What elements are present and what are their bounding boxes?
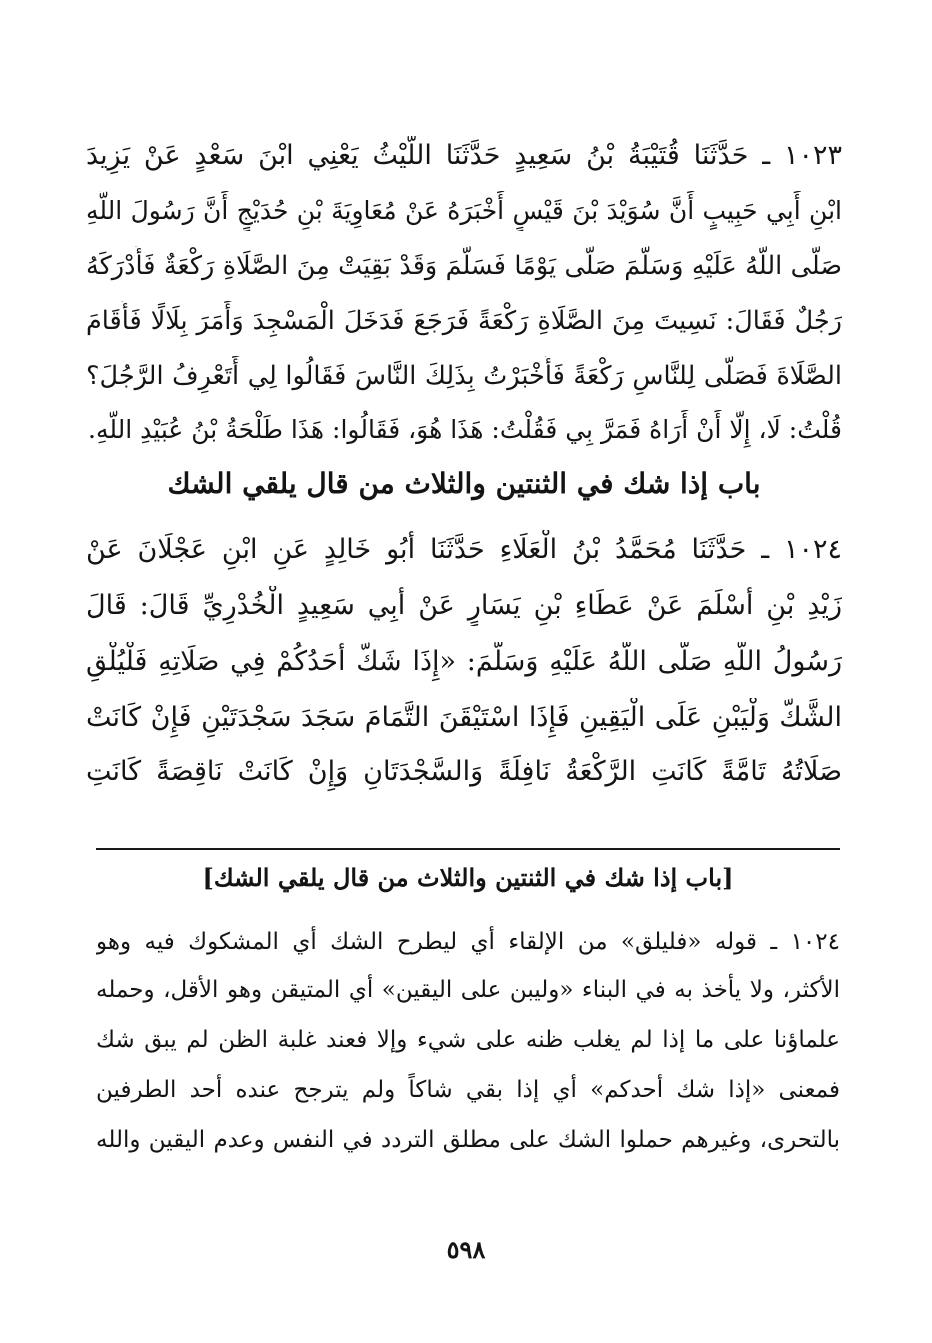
footnote-line-3: علماؤنا على ما إذا لم يغلب ظنه على شيء وإلا فعند غلبة الظن لم يبق شك [96,1027,840,1053]
hadith-1023-line-1: ١٠٢٣ ـ حَدَّثَنَا قُتَيْبَةُ بْنُ سَعِيدٍ حَدَّثَنَا اللَّيْثُ يَعْنِي ابْنَ سَعْدٍ عَنْ يَزِيدَ [86,140,842,171]
hadith-1023-line-3: صَلَّى اللَّهُ عَلَيْهِ وَسَلَّمَ صَلَّى يَوْمًا فَسَلَّمَ وَقَدْ بَقِيَتْ مِنَ الصَّلَاةِ رَكْعَةٌ فَأَدْرَكَهُ [86,251,842,281]
hadith-1023-line-6: قُلْتُ: لَا، إِلَّا أَنْ أَرَاهُ فَمَرَّ بِي فَقُلْتُ: هَذَا هُوَ، فَقَالُوا: هَذَا طَلْحَةُ بْنُ عُبَيْدِ اللَّهِ. [88,415,842,444]
hadith-1024-line-4: الشَّكَّ وَلْيَبْنِ عَلَى الْيَقِينِ فَإِذَا اسْتَيْقَنَ التَّمَامَ سَجَدَ سَجْدَتَيْنِ فَإِنْ كَانَتْ [86,702,842,733]
footnote-title: [باب إذا شك في الثنتين والثلاث من قال يلقي الشك] [202,863,734,892]
footnote-line-1: ١٠٢٤ ـ قوله «فليلق» من الإلقاء أي ليطرح الشك أي المشكوك فيه وهو [96,929,840,955]
hadith-1024-line-3: رَسُولُ اللَّهِ صَلَّى اللَّهُ عَلَيْهِ وَسَلَّمَ: «إِذَا شَكَّ أَحَدُكُمْ فِي صَلَاتِهِ فَلْيُلْقِ [86,646,842,677]
hadith-1023-line-2: ابْنِ أَبِي حَبِيبٍ أَنَّ سُوَيْدَ بْنَ قَيْسٍ أَخْبَرَهُ عَنْ مُعَاوِيَةَ بْنِ حُدَيْجٍ أَنَّ رَسُولَ اللَّهِ [86,196,842,225]
hadith-1023-line-4: رَجُلٌ فَقَالَ: نَسِيتَ مِنَ الصَّلَاةِ رَكْعَةً فَرَجَعَ فَدَخَلَ الْمَسْجِدَ وَأَمَرَ بِلَالًا فَأَقَامَ [86,306,842,336]
footnote-line-2: الأكثر، ولا يأخذ به في البناء «وليبن على اليقين» أي المتيقن وهو الأقل، وحمله [96,977,840,1003]
hadith-1024-line-1: ١٠٢٤ ـ حَدَّثَنَا مُحَمَّدُ بْنُ الْعَلَاءِ حَدَّثَنَا أَبُو خَالِدٍ عَنِ ابْنِ عَجْلَانَ عَنْ [86,534,842,565]
chapter-title: باب إذا شك في الثنتين والثلاث من قال يلقي الشك [167,467,761,500]
footnote-line-4: فمعنى «إذا شك أحدكم» أي إذا بقي شاكاً ولم يترجح عنده أحد الطرفين [96,1077,840,1103]
footnote-line-5: بالتحرى، وغيرهم حملوا الشك على مطلق التردد في النفس وعدم اليقين والله [96,1127,840,1153]
hadith-1024-line-2: زَيْدِ بْنِ أَسْلَمَ عَنْ عَطَاءِ بْنِ يَسَارٍ عَنْ أَبِي سَعِيدٍ الْخُدْرِيِّ قَالَ: قَالَ [86,590,842,621]
footnote-divider [96,848,840,850]
hadith-1024-line-5: صَلَاتُهُ تَامَّةً كَانَتِ الرَّكْعَةُ نَافِلَةً وَالسَّجْدَتَانِ وَإِنْ كَانَتْ نَاقِصَةً كَانَتِ [86,756,842,787]
hadith-1023-line-5: الصَّلَاةَ فَصَلَّى لِلنَّاسِ رَكْعَةً فَأَخْبَرْتُ بِذَلِكَ النَّاسَ فَقَالُوا لِي أَتَعْرِفُ الرَّجُلَ؟ [86,361,842,391]
page-number: ٥٩٨ [446,1235,486,1264]
